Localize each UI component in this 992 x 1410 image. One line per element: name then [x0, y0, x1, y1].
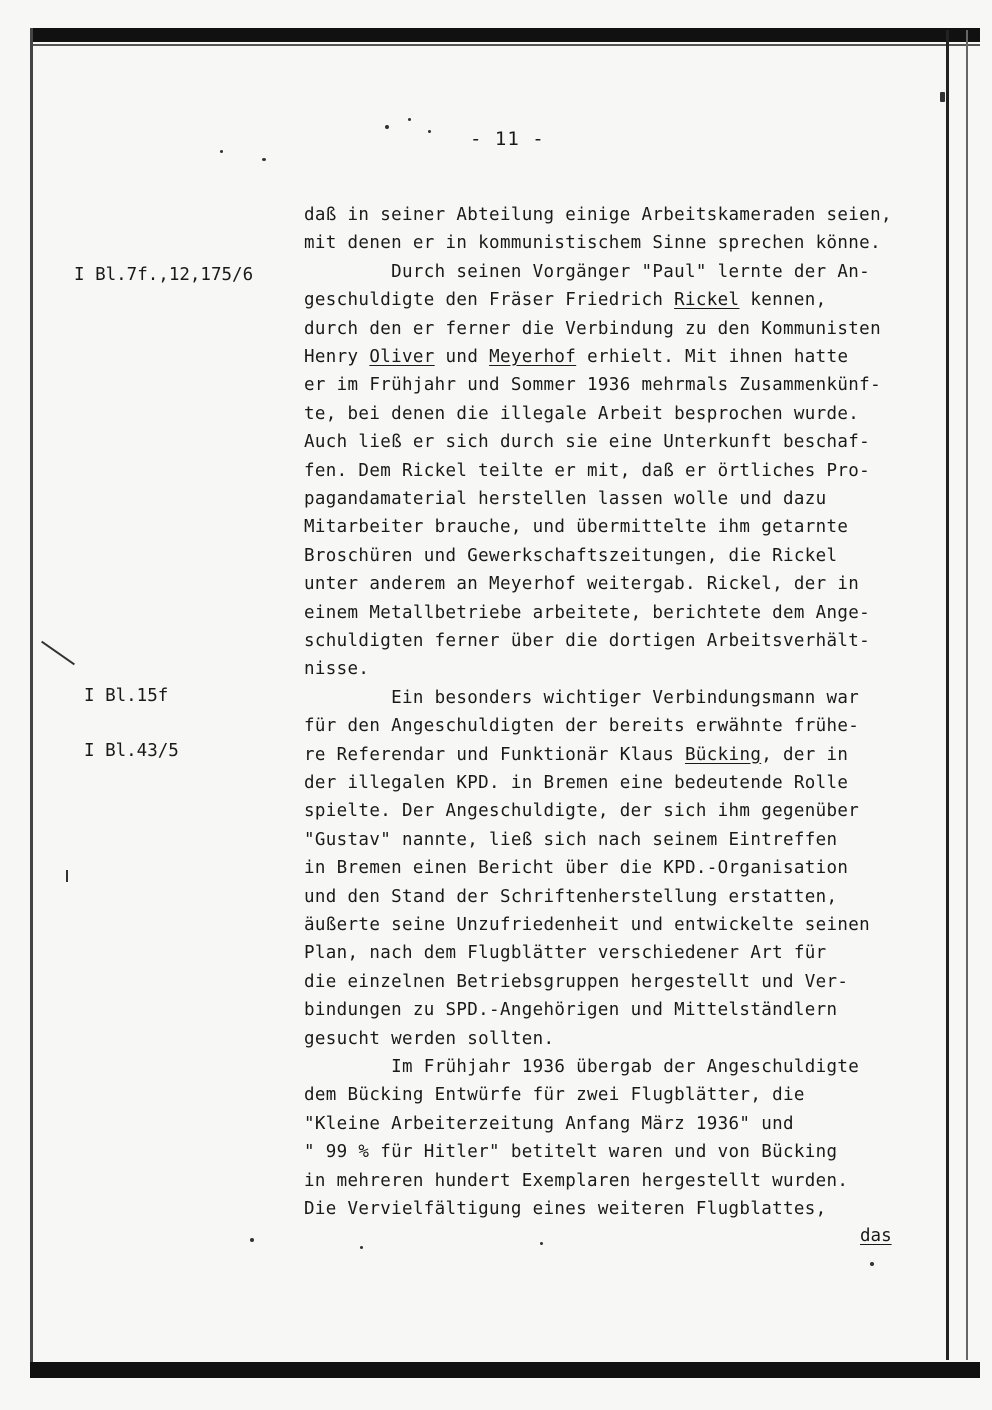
text-line [304, 659, 369, 679]
text-segment: Mitarbeiter brauche, und übermittelte ihm getarnte [304, 517, 849, 538]
text-line [304, 858, 848, 878]
text-segment: spielte. Der Angeschuldigte, der sich ihm gegenüber [304, 801, 860, 822]
scan-speck [940, 92, 945, 102]
text-segment: kennen, [739, 290, 827, 311]
text-segment: für den Angeschuldigten der bereits erwähnte frühe- [304, 716, 860, 737]
text-line [304, 574, 859, 594]
text-line [304, 915, 870, 935]
underlined-name: Rickel [674, 290, 740, 311]
text-line [304, 1199, 827, 1219]
text-line [304, 517, 848, 537]
text-segment: Auch ließ er sich durch sie eine Unterkunft beschaf- [304, 432, 871, 453]
text-segment: und [434, 347, 490, 367]
text-line [304, 830, 837, 850]
text-line [304, 1029, 554, 1049]
text-segment: nisse. [304, 659, 370, 680]
text-segment: "Kleine Arbeiterzeitung Anfang März 1936" und [304, 1113, 794, 1134]
text-segment: die einzelnen Betriebsgruppen hergestellt und Ver- [304, 971, 849, 992]
text-segment: Plan, nach dem Flugblätter verschiedener Art für [304, 943, 827, 964]
scan-border-right-outer [966, 30, 968, 1360]
text-line [304, 972, 848, 992]
text-line [304, 943, 827, 963]
text-segment: Im Frühjahr 1936 übergab der Angeschuldigte [304, 1057, 860, 1077]
catchword: das [860, 1226, 892, 1246]
underlined-name: Bücking [685, 744, 762, 765]
text-segment: in mehreren hundert Exemplaren hergestellt wurden. [304, 1170, 849, 1191]
page-number: - 11 - [470, 128, 545, 150]
underlined-name: Meyerhof [489, 347, 577, 367]
text-line [304, 773, 848, 793]
text-segment: mit denen er in kommunistischem Sinne sprechen könne. [304, 233, 881, 254]
text-line [304, 546, 837, 566]
text-line [304, 489, 827, 509]
text-line [304, 1057, 859, 1077]
text-segment: geschuldigte den Fräser Friedrich [304, 290, 675, 311]
margin-reference: I Bl.15f [84, 686, 169, 706]
underlined-name: Oliver [369, 347, 435, 367]
text-line [304, 347, 848, 367]
text-line [304, 290, 827, 310]
text-segment: " 99 % für Hitler" betitelt waren und von Bücking [304, 1142, 838, 1163]
scan-speck [428, 130, 431, 133]
text-segment: und den Stand der Schriftenherstellung erstatten, [304, 886, 838, 907]
text-segment: , der in [761, 744, 849, 765]
text-line [304, 1114, 794, 1134]
text-segment: schuldigten ferner über die dortigen Arbeitsverhält- [304, 631, 871, 651]
text-line [304, 375, 881, 395]
text-line [304, 887, 837, 907]
scan-speck [360, 1246, 363, 1249]
text-segment: unter anderem an Meyerhof weitergab. Rickel, der in [304, 574, 860, 595]
text-line [304, 631, 870, 651]
text-segment: "Gustav" nannte, ließ sich nach seinem Eintreffen [304, 829, 838, 850]
text-line [304, 404, 859, 424]
text-segment: erhielt. Mit ihnen hatte [576, 347, 849, 367]
text-segment: Durch seinen Vorgänger "Paul" lernte der An- [304, 261, 871, 282]
scan-speck [408, 118, 411, 121]
text-segment: in Bremen einen Bericht über die KPD.-Organisation [304, 858, 849, 879]
text-segment: bindungen zu SPD.-Angehörigen und Mittelständlern [304, 1000, 838, 1021]
text-segment: te, bei denen die illegale Arbeit besprochen wurde. [304, 403, 860, 424]
text-line [304, 801, 859, 821]
text-line [304, 233, 881, 253]
scan-speck [250, 1238, 254, 1242]
text-segment: Broschüren und Gewerkschaftszeitungen, die Rickel [304, 545, 838, 566]
scan-speck [66, 870, 68, 882]
text-segment: gesucht werden sollten. [304, 1028, 555, 1049]
text-segment: Ein besonders wichtiger Verbindungsmann war [304, 687, 860, 708]
scan-speck [41, 641, 75, 666]
text-segment: daß in seiner Abteilung einige Arbeitskameraden seien, [304, 205, 892, 225]
text-line [304, 1171, 848, 1191]
text-line [304, 1142, 837, 1162]
text-segment: äußerte seine Unzufriedenheit und entwickelte seinen [304, 915, 871, 935]
text-line [304, 1085, 805, 1105]
text-line [304, 262, 870, 282]
scan-border-right [946, 30, 949, 1360]
scan-speck [540, 1242, 543, 1245]
text-line [304, 688, 859, 708]
margin-reference: I Bl.43/5 [84, 741, 179, 761]
scan-border-top-thin [30, 44, 980, 46]
text-segment: durch den er ferner die Verbindung zu den Kommunisten [304, 318, 881, 339]
scan-speck [220, 150, 223, 153]
text-line [304, 1000, 837, 1020]
scan-speck [385, 125, 389, 129]
text-line [304, 461, 870, 481]
scan-speck [262, 158, 266, 161]
text-line [304, 432, 870, 452]
scan-border-top [30, 28, 980, 42]
text-segment: fen. Dem Rickel teilte er mit, daß er örtliches Pro- [304, 460, 871, 481]
text-segment: einem Metallbetriebe arbeitete, berichtete dem Ange- [304, 602, 871, 623]
scan-border-left [30, 28, 33, 1378]
text-line [304, 716, 859, 736]
scan-border-bottom [30, 1362, 980, 1378]
text-segment: Henry [304, 347, 370, 367]
text-line [304, 603, 870, 623]
text-segment: Die Vervielfältigung eines weiteren Flugblattes, [304, 1199, 827, 1219]
margin-reference: I Bl.7f.,12,175/6 [74, 265, 254, 285]
text-segment: dem Bücking Entwürfe für zwei Flugblätter, die [304, 1085, 805, 1106]
text-line [304, 319, 881, 339]
text-line [304, 205, 892, 225]
text-segment: re Referendar und Funktionär Klaus [304, 744, 686, 765]
text-segment: der illegalen KPD. in Bremen eine bedeutende Rolle [304, 773, 849, 793]
text-line [304, 745, 848, 765]
text-segment: er im Frühjahr und Sommer 1936 mehrmals Zusammenkünf- [304, 375, 881, 396]
scan-speck [870, 1262, 874, 1266]
text-segment: pagandamaterial herstellen lassen wolle und dazu [304, 489, 827, 509]
